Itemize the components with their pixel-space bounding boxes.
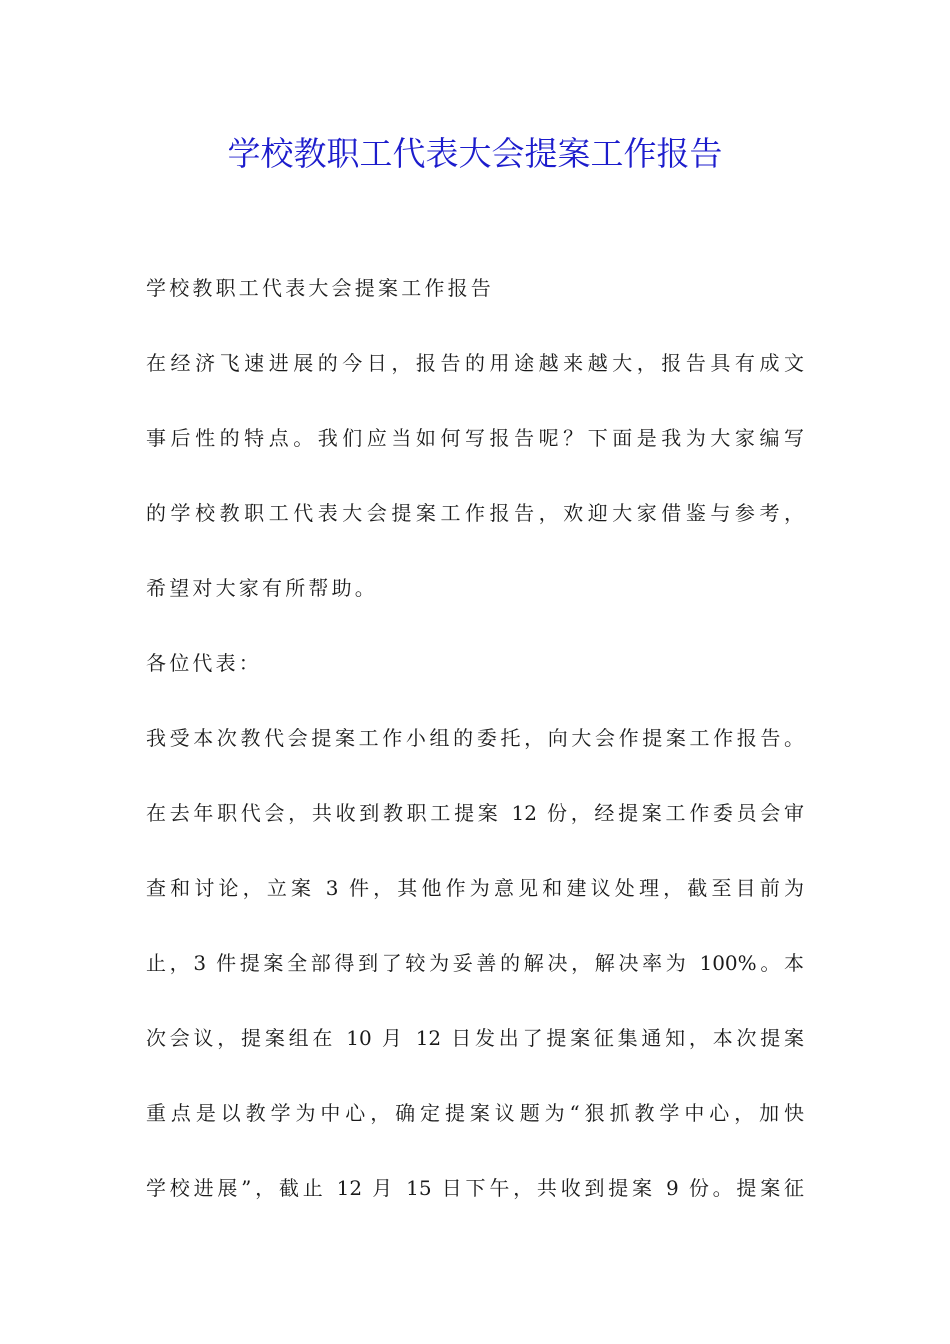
body-line: 学校进展”，截止 12 月 15 日下午，共收到提案 9 份。提案征 [146, 1176, 804, 1200]
body-line: 各位代表： [146, 651, 262, 675]
body-line: 止，3 件提案全部得到了较为妥善的解决，解决率为 100%。本 [146, 951, 804, 975]
body-line: 在去年职代会，共收到教职工提案 12 份，经提案工作委员会审 [146, 801, 804, 825]
body-line: 重点是以教学为中心，确定提案议题为“狠抓教学中心，加快 [146, 1101, 804, 1125]
body-line: 我受本次教代会提案工作小组的委托，向大会作提案工作报告。 [146, 726, 804, 750]
body-line: 查和讨论，立案 3 件，其他作为意见和建议处理，截至目前为 [146, 876, 804, 900]
body-line: 学校教职工代表大会提案工作报告 [146, 276, 494, 300]
body-line: 在经济飞速进展的今日，报告的用途越来越大，报告具有成文 [146, 351, 804, 375]
body-line: 次会议，提案组在 10 月 12 日发出了提案征集通知，本次提案 [146, 1026, 804, 1050]
body-line: 事后性的特点。我们应当如何写报告呢？下面是我为大家编写 [146, 426, 804, 450]
body-line: 的学校教职工代表大会提案工作报告，欢迎大家借鉴与参考， [146, 501, 804, 525]
document-title: 学校教职工代表大会提案工作报告 [227, 134, 723, 173]
body-line: 希望对大家有所帮助。 [146, 576, 378, 600]
